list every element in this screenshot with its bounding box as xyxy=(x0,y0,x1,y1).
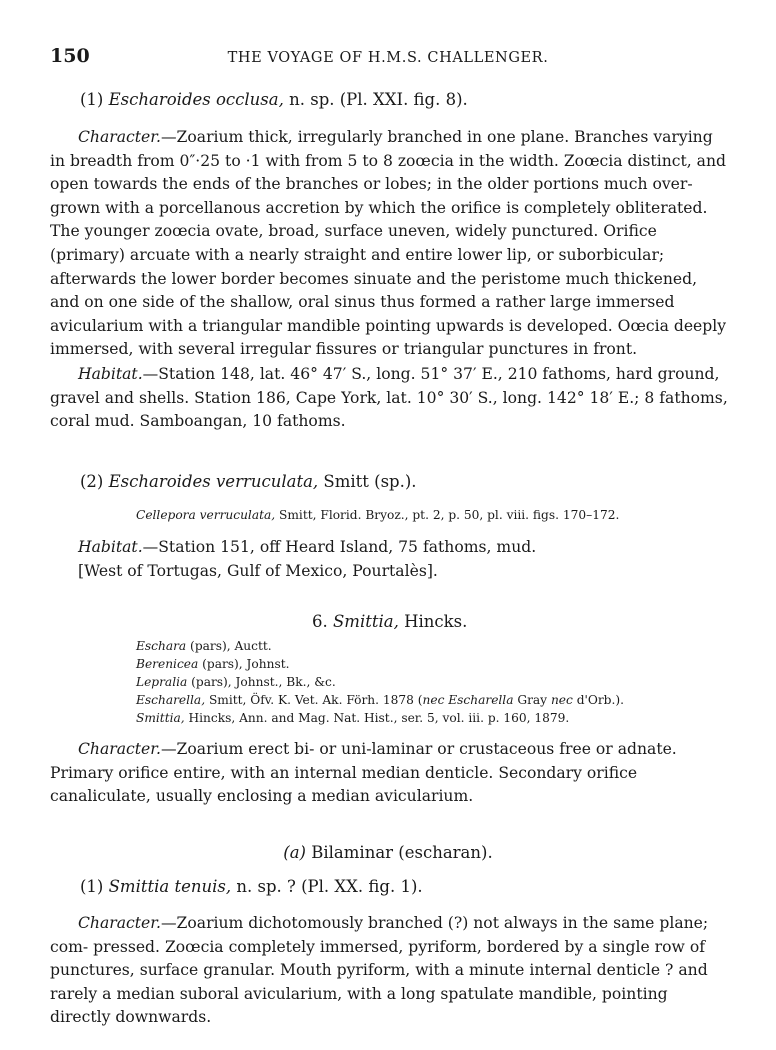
species-heading-smittia-tenuis xyxy=(80,877,423,896)
species-heading-escharoides-verruculata xyxy=(80,472,417,491)
species-number: (1) xyxy=(80,90,104,109)
species-name: Escharoides verruculata, xyxy=(108,472,319,491)
text-line: orifice entire, with an internal median denticle. Secondary orifice canaliculate, usually xyxy=(50,763,638,806)
section-title: Bilaminar (escharan). xyxy=(311,843,493,862)
synonym-item: Eschara (pars), Auctt. xyxy=(136,639,272,653)
habitat-label: Habitat. xyxy=(78,538,143,556)
text-line: Habitat.—Station 148, lat. 46° 47′ S., long. 51° 37′ E., 210 fathoms, hard ground, xyxy=(78,365,720,383)
character-label: Character. xyxy=(78,914,161,932)
text-line: Character.—Zoarium thick, irregularly branched in one plane. Branches varying xyxy=(78,128,713,146)
text-line: irregular fissures or triangular punctures in front. xyxy=(239,340,638,359)
text-line: over-grown with a porcellanous accretion by which the orifice is completely obliterated. xyxy=(50,175,708,217)
species-name: Escharoides occlusa, xyxy=(108,90,284,109)
species-number: (2) xyxy=(80,472,104,491)
genus-synonym-list xyxy=(136,637,624,727)
species-heading-escharoides-occlusa xyxy=(80,90,468,109)
text-line: gravel and shells. Station 186, Cape York, lat. 10° 30′ S., long. 142° 18′ E.; 8 fathoms, xyxy=(50,388,728,407)
character-paragraph-smittia xyxy=(50,738,730,809)
text-line: arcuate with a nearly straight and entire lower lip, or suborbicular; afterwards the lower xyxy=(50,245,665,288)
text-line: suboral avicularium, with a long spatulate mandible, pointing directly downwards. xyxy=(50,984,668,1027)
character-label: Character. xyxy=(78,740,161,758)
habitat-label: Habitat. xyxy=(78,365,143,383)
text-line: mandible pointing upwards is developed. Oœcia deeply immersed, with several xyxy=(50,316,727,359)
text-line: Habitat.—Station 151, off Heard Island, 75 fathoms, mud. xyxy=(78,538,537,556)
genus-author: Hincks. xyxy=(404,612,468,631)
species-suffix: Smitt (sp.). xyxy=(323,472,417,491)
synonym-citation: Smitt, Florid. Bryoz., pt. 2, p. 50, pl. viii. figs. 170–172. xyxy=(279,508,620,522)
species-number: (1) xyxy=(80,877,104,896)
text-line: coral mud. Samboangan, 10 fathoms. xyxy=(50,412,346,431)
text-line: shallow, oral sinus thus formed a rather large immersed avicularium with a triangular xyxy=(50,293,675,335)
page-number: 150 xyxy=(50,45,90,67)
synonym-item: Berenicea (pars), Johnst. xyxy=(136,657,290,671)
species-suffix: n. sp. (Pl. XXI. fig. 8). xyxy=(289,90,468,109)
text-line: pressed. Zoœcia completely immersed, pyriform, bordered by a single row of punctures, xyxy=(50,937,705,980)
synonym-item: Escharella, Smitt, Öfv. K. Vet. Ak. Förh. 1878 (nec Escharella Gray nec d'Orb.). xyxy=(136,693,624,707)
synonym-item: Lepralia (pars), Johnst., Bk., &c. xyxy=(136,675,336,689)
text-line: surface granular. Mouth pyriform, with a minute internal denticle ? and rarely a median xyxy=(50,961,708,1003)
text-line: Character.—Zoarium dichotomously branched (?) not always in the same plane; com- xyxy=(50,914,709,956)
genus-heading-smittia xyxy=(312,612,467,631)
character-paragraph-occlusa xyxy=(50,126,730,362)
species-suffix: n. sp. ? (Pl. XX. fig. 1). xyxy=(236,877,423,896)
text-line: enclosing a median avicularium. xyxy=(216,787,474,806)
character-paragraph-tenuis xyxy=(50,912,730,1030)
bracket-note: [West of Tortugas, Gulf of Mexico, Pourtalès]. xyxy=(78,561,438,580)
genus-name: Smittia, xyxy=(333,612,399,631)
habitat-paragraph-verruculata xyxy=(50,536,730,583)
genus-number: 6. xyxy=(312,612,328,631)
synonym-item: Smittia, Hincks, Ann. and Mag. Nat. Hist., ser. 5, vol. iii. p. 160, 1879. xyxy=(136,711,570,725)
text-line: border becomes sinuate and the peristome much thickened, and on one side of the xyxy=(50,269,698,312)
text-line: and open towards the ends of the branches or lobes; in the older portions much xyxy=(50,151,726,194)
habitat-paragraph-occlusa xyxy=(50,363,730,434)
section-letter: (a) xyxy=(283,843,306,862)
text-line: The younger zoœcia ovate, broad, surface uneven, widely punctured. Orifice (primary) xyxy=(50,222,657,264)
character-label: Character. xyxy=(78,128,161,146)
section-heading-bilaminar xyxy=(0,843,776,862)
species-name: Smittia tenuis, xyxy=(108,877,232,896)
running-title: THE VOYAGE OF H.M.S. CHALLENGER. xyxy=(227,50,549,66)
synonym-name: Cellepora verruculata, xyxy=(136,508,276,522)
text-line: in breadth from 0″·25 to ·1 with from 5 to 8 zoœcia in the width. Zoœcia distinct, xyxy=(50,151,692,170)
text-line: Character.—Zoarium erect bi- or uni-laminar or crustaceous free or adnate. Primary xyxy=(50,740,677,782)
synonym-reference xyxy=(136,506,619,524)
